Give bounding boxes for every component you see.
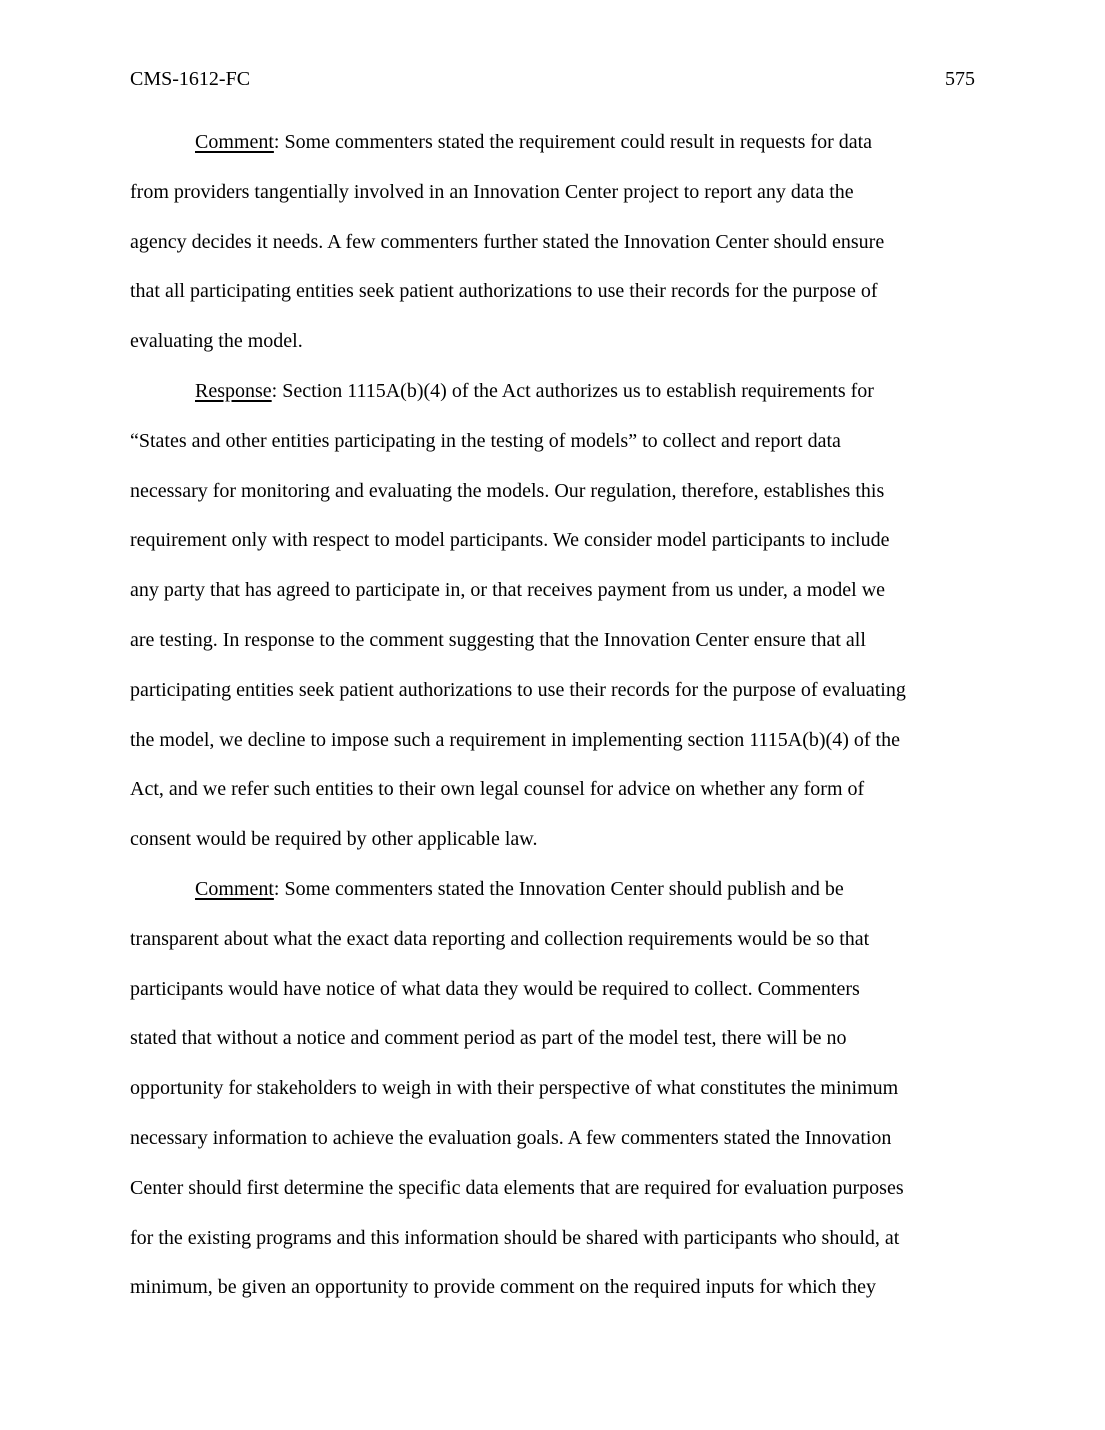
page-header [130,65,975,93]
text-line: transparent about what the exact data reporting and collection requirements would be so that [130,927,870,950]
text-line: for the existing programs and this information should be shared with participants who should, at [130,1226,900,1249]
paragraph-label: Response [195,379,272,402]
text-line: Act, and we refer such entities to their own legal counsel for advice on whether any form of [130,778,865,801]
text-line: stated that without a notice and comment period as part of the model test, there will be no [130,1027,847,1050]
text-line: are testing. In response to the comment suggesting that the Innovation Center ensure that all [130,628,866,651]
text-line: the model, we decline to impose such a requirement in implementing section 1115A(b)(4) of the [130,728,900,751]
text-line: necessary for monitoring and evaluating the models. Our regulation, therefore, establishes this [130,479,885,502]
text-line: any party that has agreed to participate in, or that receives payment from us under, a model we [130,579,886,602]
document-id: CMS-1612-FC [130,68,251,90]
paragraph-label: Comment [195,131,274,153]
text-line: : Section 1115A(b)(4) of the Act authorizes us to establish requirements for [271,379,874,402]
paragraph-label: Comment [195,877,274,900]
text-line: requirement only with respect to model participants. We consider model participants to include [130,529,890,552]
text-line: “States and other entities participating in the testing of models” to collect and report data [130,429,841,452]
comment-paragraph [130,118,975,367]
response-paragraph [130,367,975,865]
text-line: evaluating the model. [130,330,303,353]
page-number: 575 [945,68,975,90]
text-line: minimum, be given an opportunity to provide comment on the required inputs for which they [130,1276,876,1299]
text-line: participants would have notice of what data they would be required to collect. Commenters [130,977,860,1000]
document-body [130,118,975,1313]
text-line: necessary information to achieve the evaluation goals. A few commenters stated the Innovation [130,1126,892,1149]
text-line: that all participating entities seek patient authorizations to use their records for the purpose of [130,280,878,303]
text-line: from providers tangentially involved in an Innovation Center project to report any data the [130,180,854,203]
text-line: consent would be required by other applicable law. [130,828,538,851]
comment-paragraph [130,865,975,1313]
text-line: opportunity for stakeholders to weigh in with their perspective of what constitutes the minimum [130,1077,899,1100]
text-line: : Some commenters stated the requirement could result in requests for data [273,131,873,153]
text-line: Center should first determine the specific data elements that are required for evaluation purposes [130,1176,904,1199]
text-line: : Some commenters stated the Innovation Center should publish and be [273,877,844,900]
text-line: agency decides it needs. A few commenters further stated the Innovation Center should ensure [130,230,885,253]
text-line: participating entities seek patient authorizations to use their records for the purpose of evaluating [130,678,906,701]
